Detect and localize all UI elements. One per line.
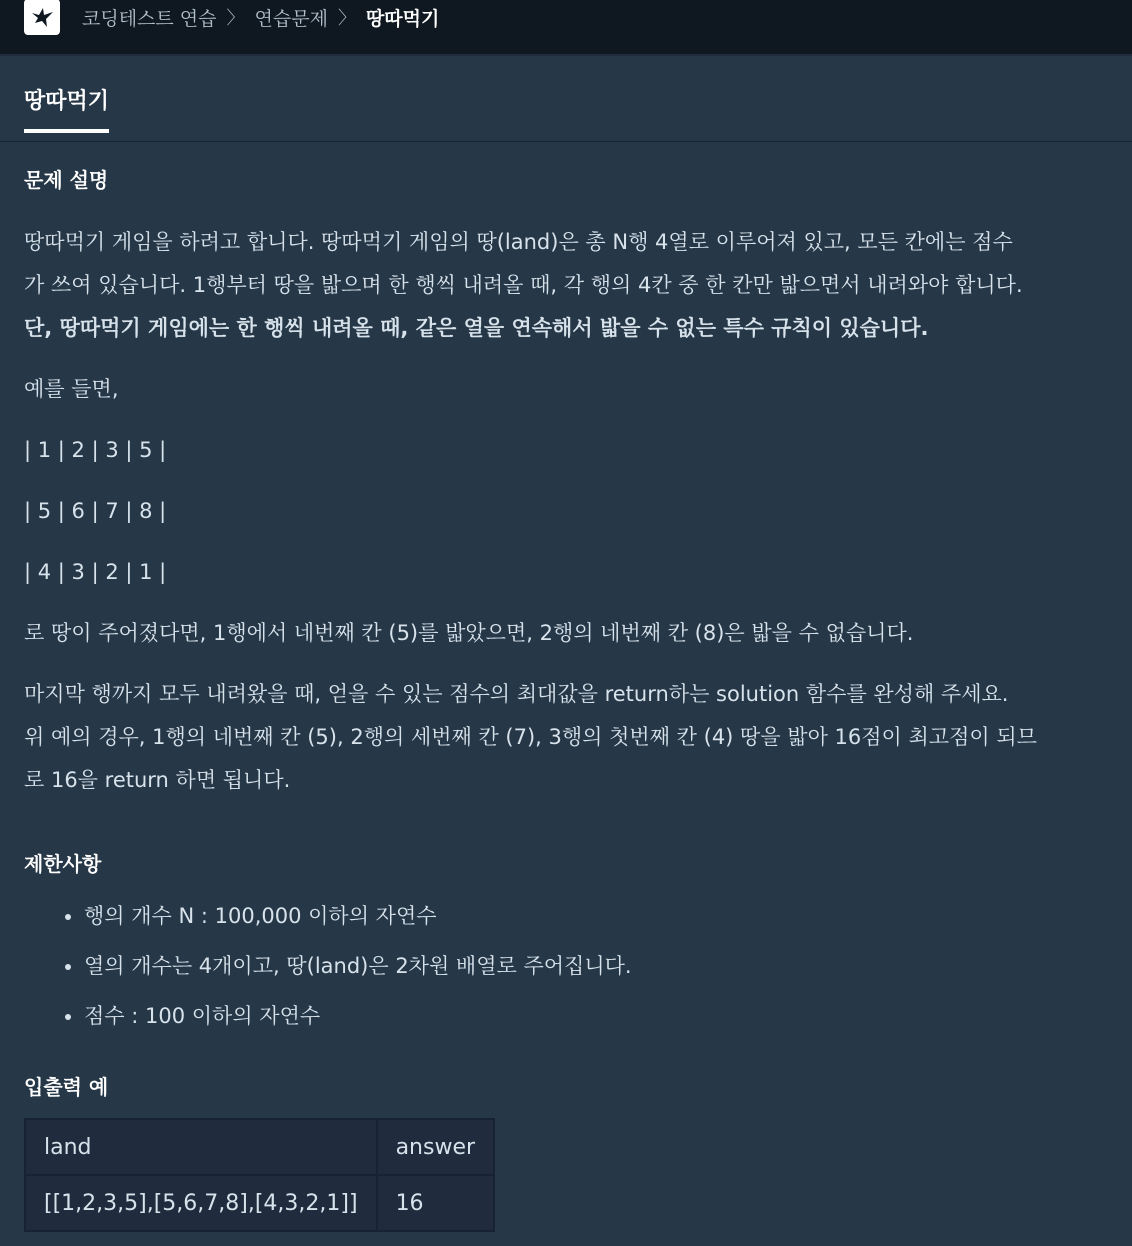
- io-example-table: [24, 1118, 495, 1232]
- io-heading: 입출력 예: [24, 1075, 109, 1099]
- chevron-right-icon: 〉: [337, 8, 356, 29]
- task-line: 위 예의 경우, 1행의 네번째 칸 (5), 2행의 세번째 칸 (7), 3행의 첫번째 칸 (4) 땅을 밟아 16점이 최고점이 되므: [24, 725, 1037, 749]
- limit-item: • 점수 : 100 이하의 자연수: [84, 991, 1108, 1041]
- table-row: [25, 1175, 494, 1231]
- limits-heading: 제한사항: [24, 852, 102, 876]
- column-header-land: land: [25, 1119, 377, 1175]
- tab-bar: [0, 56, 1132, 142]
- limits-list: [24, 891, 1108, 1041]
- example-note: 로 땅이 주어졌다면, 1행에서 네번째 칸 (5)를 밟았으면, 2행의 네번째 칸 (8)은 밟을 수 없습니다.: [24, 621, 914, 645]
- breadcrumb-practice[interactable]: 연습문제: [254, 7, 328, 30]
- top-navigation-bar: [0, 0, 1132, 56]
- breadcrumb-coding-test[interactable]: 코딩테스트 연습: [82, 7, 217, 30]
- description-heading: 문제 설명: [24, 168, 109, 192]
- breadcrumb-current-problem: 땅따먹기: [365, 7, 440, 30]
- table-header-row: [25, 1119, 494, 1175]
- description-line: 가 쓰여 있습니다. 1행부터 땅을 밟으며 한 행씩 내려올 때, 각 행의 4칸 중 한 칸만 밟으면서 내려와야 합니다.: [24, 273, 1023, 297]
- task-line: 마지막 행까지 모두 내려왔을 때, 얻을 수 있는 점수의 최대값을 return하는 solution 함수를 완성해 주세요.: [24, 682, 1009, 706]
- limit-item: • 열의 개수는 4개이고, 땅(land)은 2차원 배열로 주어집니다.: [84, 941, 1108, 991]
- example-row: | 1 | 2 | 3 | 5 |: [24, 438, 167, 462]
- description-rule-line: 단, 땅따먹기 게임에는 한 행씩 내려올 때, 같은 열을 연속해서 밟을 수 없는 특수 규칙이 있습니다.: [24, 316, 929, 340]
- problem-content: [0, 142, 1132, 1232]
- description-line: 땅따먹기 게임을 하려고 합니다. 땅따먹기 게임의 땅(land)은 총 N행 4열로 이루어져 있고, 모든 칸에는 점수: [24, 230, 1013, 254]
- cell-answer: 16: [377, 1175, 494, 1231]
- tab-problem[interactable]: 땅따먹기: [24, 84, 109, 133]
- description-body: [24, 221, 1108, 802]
- chevron-right-icon: 〉: [226, 8, 245, 29]
- example-lead: 예를 들면,: [24, 377, 119, 401]
- programmers-logo[interactable]: [24, 0, 60, 35]
- bird-logo-icon: [29, 4, 55, 30]
- breadcrumb: [82, 4, 439, 31]
- cell-land: [[1,2,3,5],[5,6,7,8],[4,3,2,1]]: [25, 1175, 377, 1231]
- column-header-answer: answer: [377, 1119, 494, 1175]
- example-row: | 4 | 3 | 2 | 1 |: [24, 560, 167, 584]
- limit-item: • 행의 개수 N : 100,000 이하의 자연수: [84, 891, 1108, 941]
- task-line: 로 16을 return 하면 됩니다.: [24, 768, 291, 792]
- example-row: | 5 | 6 | 7 | 8 |: [24, 499, 167, 523]
